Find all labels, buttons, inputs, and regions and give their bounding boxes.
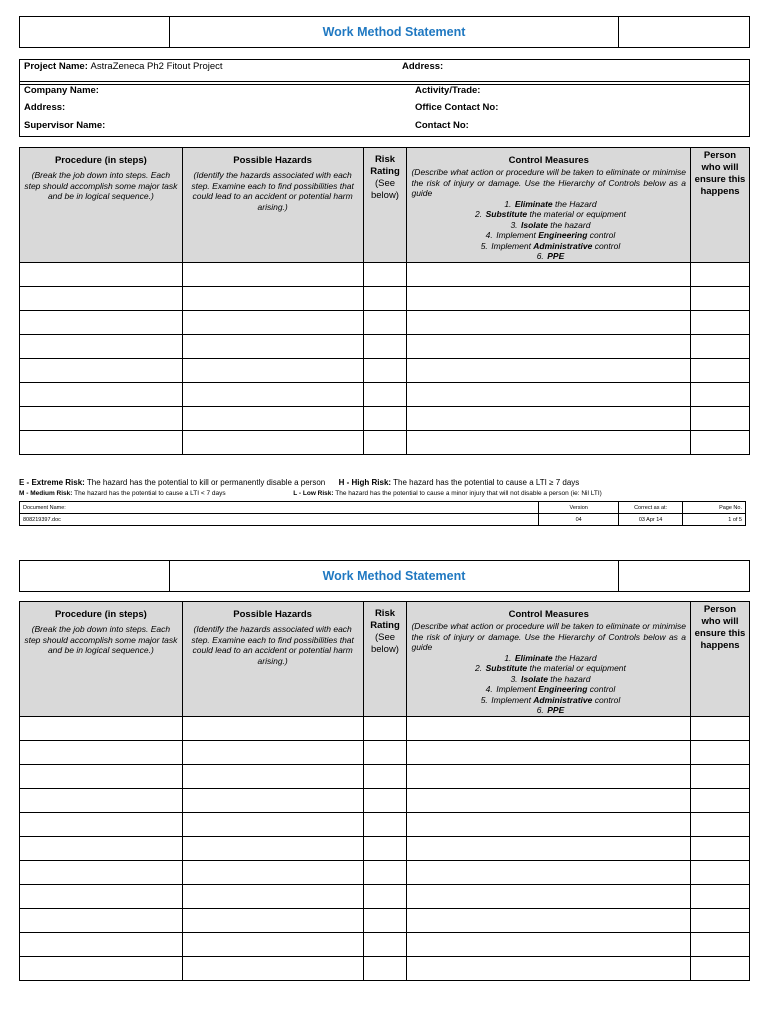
- project-name-label: Project Name:: [24, 61, 88, 72]
- person-cell[interactable]: [691, 335, 750, 359]
- control-item: 4. Implement Engineering control: [485, 230, 616, 240]
- procedure-header: Procedure (in steps) (Break the job down into steps. Each step should accomplish some major task and be in logical sequence.): [20, 602, 183, 717]
- procedure-cell[interactable]: [20, 335, 183, 359]
- hazard-cell[interactable]: [182, 789, 363, 813]
- activity-trade-label: Activity/Trade:: [415, 85, 481, 96]
- control-item: 3. Isolate the hazard: [510, 673, 591, 684]
- risk-rating-cell[interactable]: [363, 861, 407, 885]
- hazards-header: Possible Hazards (Identify the hazards associated with each step. Examine each to find possibilities that could lead to an accident or potential harm arising.): [182, 148, 363, 263]
- procedure-cell[interactable]: [20, 407, 183, 431]
- title-bar: [19, 16, 750, 48]
- control-measure-cell[interactable]: [407, 383, 691, 407]
- hazard-cell[interactable]: [182, 407, 363, 431]
- correct-as-label: Correct as at:: [619, 502, 683, 514]
- table-row: [20, 909, 750, 933]
- person-cell[interactable]: [691, 909, 750, 933]
- company-box: [19, 81, 750, 137]
- risk-rating-cell[interactable]: [363, 287, 407, 311]
- hazard-cell[interactable]: [182, 885, 363, 909]
- person-header: Person who will ensure this happens: [691, 148, 750, 263]
- hazard-cell[interactable]: [182, 837, 363, 861]
- table-row: [20, 287, 750, 311]
- table-row: [20, 359, 750, 383]
- procedure-cell[interactable]: [20, 717, 183, 741]
- hazard-cell[interactable]: [182, 813, 363, 837]
- risk-rating-cell[interactable]: [363, 789, 407, 813]
- hazard-cell[interactable]: [182, 383, 363, 407]
- control-item: 1. Eliminate the Hazard: [504, 652, 597, 663]
- hazard-cell[interactable]: [182, 765, 363, 789]
- method-table-2: [19, 601, 750, 981]
- person-cell[interactable]: [691, 765, 750, 789]
- document-title: Work Method Statement: [322, 25, 466, 39]
- correct-as-value: 03 Apr 14: [619, 514, 683, 526]
- method-table-1: [19, 147, 750, 455]
- risk-rating-cell[interactable]: [363, 383, 407, 407]
- table-row: [20, 383, 750, 407]
- risk-rating-cell[interactable]: [363, 741, 407, 765]
- office-contact-label: Office Contact No:: [415, 102, 499, 113]
- procedure-cell[interactable]: [20, 263, 183, 287]
- person-cell[interactable]: [691, 933, 750, 957]
- procedure-cell[interactable]: [20, 741, 183, 765]
- risk-rating-header: Risk Rating (See below): [363, 602, 407, 717]
- control-item: 2. Substitute the material or equipment: [475, 209, 626, 219]
- procedure-cell[interactable]: [20, 359, 183, 383]
- risk-rating-cell[interactable]: [363, 431, 407, 455]
- procedure-cell[interactable]: [20, 813, 183, 837]
- control-measure-cell[interactable]: [407, 287, 691, 311]
- risk-rating-cell[interactable]: [363, 311, 407, 335]
- control-measure-cell[interactable]: [407, 359, 691, 383]
- risk-rating-cell[interactable]: [363, 957, 407, 981]
- person-cell[interactable]: [691, 837, 750, 861]
- control-item: 4. Implement Engineering control: [485, 684, 616, 694]
- hazard-cell[interactable]: [182, 933, 363, 957]
- person-cell[interactable]: [691, 789, 750, 813]
- risk-rating-cell[interactable]: [363, 933, 407, 957]
- control-measure-cell[interactable]: [407, 957, 691, 981]
- hazard-cell[interactable]: [182, 335, 363, 359]
- control-measure-cell[interactable]: [407, 407, 691, 431]
- hazard-cell[interactable]: [182, 957, 363, 981]
- person-cell[interactable]: [691, 311, 750, 335]
- risk-rating-cell[interactable]: [363, 765, 407, 789]
- company-address-label: Address:: [24, 102, 66, 113]
- table-row: [20, 861, 750, 885]
- control-measure-cell[interactable]: [407, 885, 691, 909]
- table-row: [20, 957, 750, 981]
- procedure-cell[interactable]: [20, 287, 183, 311]
- risk-rating-cell[interactable]: [363, 335, 407, 359]
- page-no-label: Page No.: [683, 502, 746, 514]
- hazard-cell[interactable]: [182, 287, 363, 311]
- procedure-cell[interactable]: [20, 909, 183, 933]
- person-cell[interactable]: [691, 741, 750, 765]
- person-cell[interactable]: [691, 957, 750, 981]
- person-cell[interactable]: [691, 717, 750, 741]
- risk-rating-cell[interactable]: [363, 717, 407, 741]
- title-right-cell: [618, 561, 749, 591]
- control-measures-header: Control Measures (Describe what action or procedure will be taken to eliminate or minimise the risk of injury or damage. Use the Hierarchy of Controls below as a guide 1. Eliminate the Hazard 2. Substitute the material or equipment 3. Isolate the hazard 4. Implement Engineering control 5. Implement Administrative control 6. PPE: [407, 148, 691, 263]
- contact-no-label: Contact No:: [415, 120, 469, 131]
- control-item: 6. PPE: [536, 251, 565, 261]
- risk-rating-cell[interactable]: [363, 407, 407, 431]
- table-row: [20, 263, 750, 287]
- person-cell[interactable]: [691, 861, 750, 885]
- person-cell[interactable]: [691, 263, 750, 287]
- hazard-cell[interactable]: [182, 359, 363, 383]
- title-bar-page-2: [19, 560, 750, 592]
- procedure-cell[interactable]: [20, 885, 183, 909]
- document-footer: [19, 501, 746, 526]
- person-cell[interactable]: [691, 813, 750, 837]
- control-hierarchy-list: [411, 653, 686, 716]
- title-left-cell: [20, 17, 170, 47]
- hazard-cell[interactable]: [182, 311, 363, 335]
- control-item: 5. Implement Administrative control: [480, 240, 621, 251]
- control-item: 1. Eliminate the Hazard: [504, 198, 597, 209]
- procedure-cell[interactable]: [20, 933, 183, 957]
- legend-line-2: M - Medium Risk: The hazard has the potential to cause a LTI < 7 days L - Low Risk: The hazard has the potential to cause a minor injury that will not disable a person (ie: Nil LTI): [19, 490, 602, 497]
- control-measure-cell[interactable]: [407, 717, 691, 741]
- control-item: 3. Isolate the hazard: [510, 219, 591, 230]
- project-name-value: AstraZeneca Ph2 Fitout Project: [90, 61, 223, 72]
- table-row: [20, 431, 750, 455]
- control-measure-cell[interactable]: [407, 837, 691, 861]
- procedure-cell[interactable]: [20, 837, 183, 861]
- procedure-cell[interactable]: [20, 861, 183, 885]
- person-cell[interactable]: [691, 431, 750, 455]
- procedure-cell[interactable]: [20, 383, 183, 407]
- supervisor-name-label: Supervisor Name:: [24, 120, 106, 131]
- control-measures-header: Control Measures (Describe what action or procedure will be taken to eliminate or minimise the risk of injury or damage. Use the Hierarchy of Controls below as a guide 1. Eliminate the Hazard 2. Substitute the material or equipment 3. Isolate the hazard 4. Implement Engineering control 5. Implement Administrative control 6. PPE: [407, 602, 691, 717]
- company-name-label: Company Name:: [24, 85, 99, 96]
- person-cell[interactable]: [691, 359, 750, 383]
- version-label: Version: [539, 502, 619, 514]
- hazard-cell[interactable]: [182, 861, 363, 885]
- person-header: Person who will ensure this happens: [691, 602, 750, 717]
- control-measure-cell[interactable]: [407, 311, 691, 335]
- table-header-row: [20, 148, 750, 263]
- table-row: [20, 335, 750, 359]
- control-measure-cell[interactable]: [407, 933, 691, 957]
- control-measure-cell[interactable]: [407, 335, 691, 359]
- project-name-field: [24, 61, 223, 72]
- control-measure-cell[interactable]: [407, 765, 691, 789]
- risk-rating-cell[interactable]: [363, 813, 407, 837]
- doc-name-label: Document Name:: [20, 502, 539, 514]
- table-header-row: [20, 602, 750, 717]
- person-cell[interactable]: [691, 407, 750, 431]
- person-cell[interactable]: [691, 885, 750, 909]
- risk-rating-cell[interactable]: [363, 359, 407, 383]
- risk-rating-cell[interactable]: [363, 909, 407, 933]
- document-title: Work Method Statement: [322, 569, 466, 583]
- control-measure-cell[interactable]: [407, 741, 691, 765]
- risk-rating-cell[interactable]: [363, 885, 407, 909]
- legend-line-1: E - Extreme Risk: The hazard has the potential to kill or permanently disable a person H - High Risk: The hazard has the potential to cause a LTI ≥ 7 days: [19, 478, 580, 487]
- title-left-cell: [20, 561, 170, 591]
- control-measure-cell[interactable]: [407, 861, 691, 885]
- control-item: 6. PPE: [536, 705, 565, 715]
- table-row: [20, 717, 750, 741]
- title-right-cell: [618, 17, 749, 47]
- control-measure-cell[interactable]: [407, 263, 691, 287]
- table-row: [20, 813, 750, 837]
- procedure-cell[interactable]: [20, 957, 183, 981]
- person-cell[interactable]: [691, 287, 750, 311]
- procedure-cell[interactable]: [20, 765, 183, 789]
- table-row: [20, 765, 750, 789]
- table-row: [20, 311, 750, 335]
- procedure-cell[interactable]: [20, 311, 183, 335]
- project-address-label: Address:: [402, 61, 444, 72]
- hazard-cell[interactable]: [182, 263, 363, 287]
- control-measure-cell[interactable]: [407, 813, 691, 837]
- table-row: [20, 789, 750, 813]
- doc-name-value: 808219397.doc: [20, 514, 539, 526]
- control-hierarchy-list: [411, 199, 686, 262]
- procedure-cell[interactable]: [20, 789, 183, 813]
- hazard-cell[interactable]: [182, 717, 363, 741]
- control-item: 5. Implement Administrative control: [480, 694, 621, 705]
- hazards-header: Possible Hazards (Identify the hazards associated with each step. Examine each to find possibilities that could lead to an accident or potential harm arising.): [182, 602, 363, 717]
- version-value: 04: [539, 514, 619, 526]
- control-measure-cell[interactable]: [407, 909, 691, 933]
- table-row: [20, 407, 750, 431]
- risk-rating-cell[interactable]: [363, 263, 407, 287]
- risk-rating-header: Risk Rating (See below): [363, 148, 407, 263]
- control-measure-cell[interactable]: [407, 431, 691, 455]
- hazard-cell[interactable]: [182, 431, 363, 455]
- control-item: 2. Substitute the material or equipment: [475, 663, 626, 673]
- person-cell[interactable]: [691, 383, 750, 407]
- table-row: [20, 885, 750, 909]
- page-no-value: 1 of 5: [683, 514, 746, 526]
- risk-rating-cell[interactable]: [363, 837, 407, 861]
- procedure-cell[interactable]: [20, 431, 183, 455]
- table-row: [20, 933, 750, 957]
- control-measure-cell[interactable]: [407, 789, 691, 813]
- table-row: [20, 837, 750, 861]
- hazard-cell[interactable]: [182, 741, 363, 765]
- procedure-header: Procedure (in steps) (Break the job down into steps. Each step should accomplish some major task and be in logical sequence.): [20, 148, 183, 263]
- hazard-cell[interactable]: [182, 909, 363, 933]
- table-row: [20, 741, 750, 765]
